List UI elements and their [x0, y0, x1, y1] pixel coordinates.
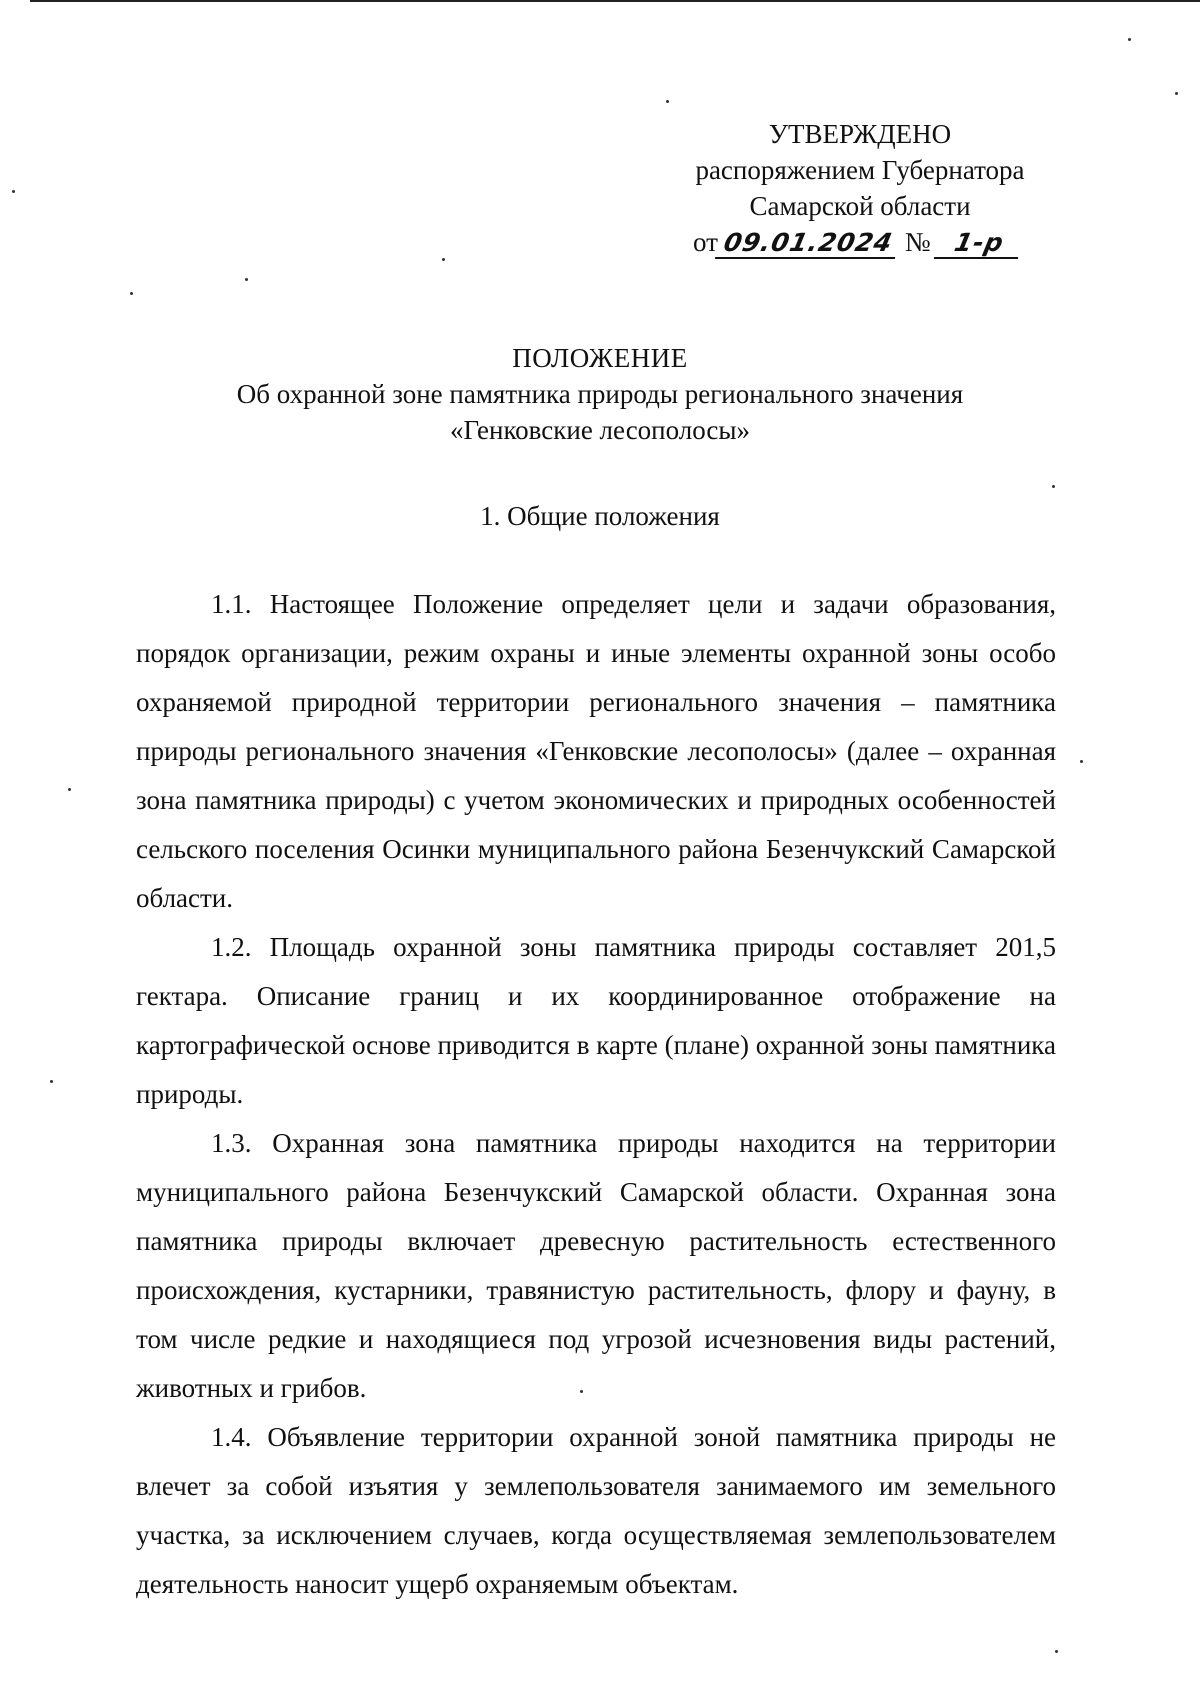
scan-speck	[442, 258, 445, 261]
approval-stamp-block	[660, 116, 1060, 260]
scan-speck	[1055, 1650, 1058, 1653]
date-prefix: от	[693, 227, 718, 257]
document-subtitle-line-2: «Генковские лесополосы»	[449, 415, 751, 445]
document-body	[136, 580, 1056, 1609]
approval-heading: УТВЕРЖДЕНО	[768, 119, 952, 149]
scan-speck	[1175, 92, 1178, 95]
document-subtitle-line-1: Об охранной зоне памятника природы регионального значения	[236, 379, 964, 409]
scan-speck	[245, 278, 248, 281]
scan-speck	[1080, 760, 1083, 763]
scan-speck	[68, 788, 71, 791]
scan-speck	[1128, 38, 1131, 41]
paragraph-1-3: 1.3. Охранная зона памятника природы находится на территории муниципального района Безенчукский Самарской области. Охранная зона памятника природы включает древесную растительность естественного происхождения, кустарники, травянистую растительность, флору и фауну, в том числе редкие и находящиеся под угрозой исчезновения виды растений, животных и грибов.	[136, 1128, 1056, 1403]
paragraph-1-4: 1.4. Объявление территории охранной зоной памятника природы не влечет за собой изъятия у землепользователя занимаемого им земельного участка, за исключением случаев, когда осуществляемая землепользователем деятельность наносит ущерб охраняемым объектам.	[136, 1422, 1056, 1599]
section-heading: 1. Общие положения	[480, 501, 720, 531]
scan-speck	[50, 1080, 53, 1083]
approval-authority: распоряжением Губернатора	[695, 155, 1025, 185]
top-scan-edge-line	[30, 0, 1200, 2]
handwritten-date: 09.01.2024	[715, 229, 902, 259]
approval-date-line	[660, 224, 1060, 260]
scan-speck	[130, 292, 133, 295]
scan-speck	[580, 1390, 583, 1393]
paragraph-1-1: 1.1. Настоящее Положение определяет цели и задачи образования, порядок организации, режим охраны и иные элементы охранной зоны особо охраняемой природной территории регионального значения – памятника природы регионального значения «Генковские лесополосы» (далее – охранная зона памятника природы) с учетом экономических и природных особенностей сельского поселения Осинки муниципального района Безенчукский Самарской области.	[136, 589, 1056, 913]
handwritten-number: 1-р	[934, 229, 1024, 259]
scan-speck	[1052, 485, 1055, 488]
approval-region: Самарской области	[749, 191, 971, 221]
scan-speck	[12, 190, 15, 193]
scan-speck	[666, 100, 669, 103]
number-prefix: №	[904, 227, 931, 257]
paragraph-1-2: 1.2. Площадь охранной зоны памятника природы составляет 201,5 гектара. Описание границ и их координированное отображение на картографической основе приводится в карте (плане) охранной зоны памятника природы.	[136, 932, 1056, 1109]
document-title: ПОЛОЖЕНИЕ	[512, 343, 688, 373]
document-title-block	[130, 340, 1070, 448]
